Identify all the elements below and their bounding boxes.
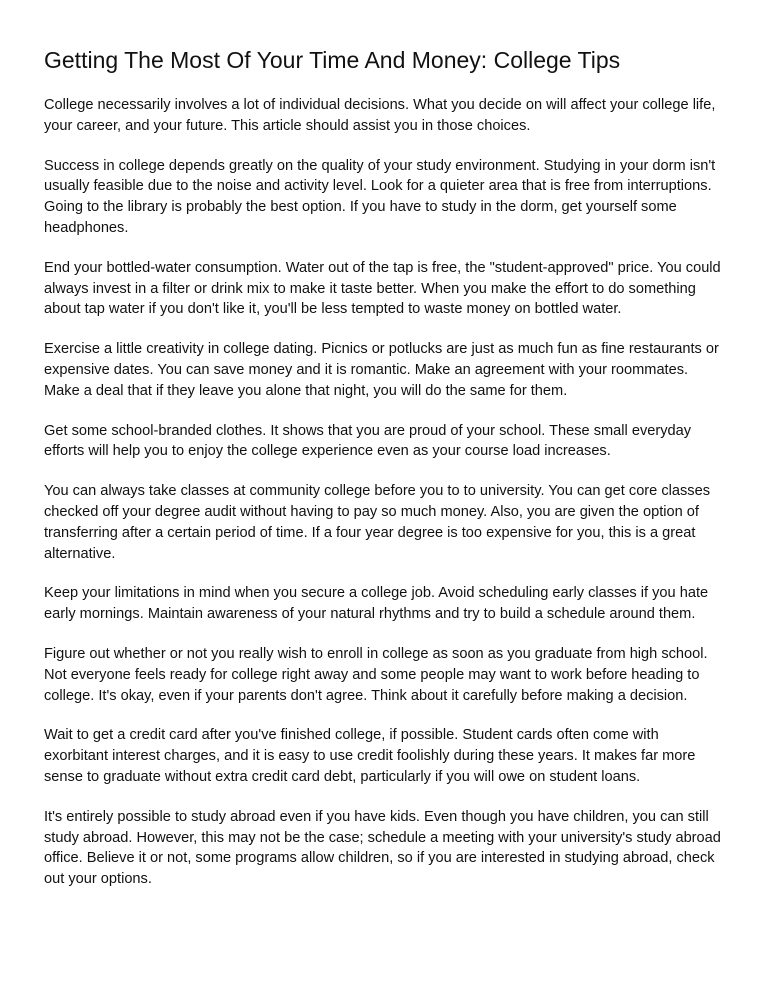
paragraph-credit-card: Wait to get a credit card after you've finished college, if possible. Student cards often come with exorbitant interest charges, and it is easy to use credit foolishly during these years. It makes far more sense to graduate without extra credit card debt, particularly if you will owe on student loans. (44, 727, 696, 785)
paragraph-study-abroad: It's entirely possible to study abroad even if you have kids. Even though you have children, you can still study abroad. However, this may not be the case; schedule a meeting with your university's study abroad office. Believe it or not, some programs allow children, so if you are interested in studying abroad, check out your options. (44, 808, 721, 888)
paragraph-college-dating: Exercise a little creativity in college dating. Picnics or potlucks are just as much fun as fine restaurants or expensive dates. You can save money and it is romantic. Make an agreement with your roommates. Make a deal that if they leave you alone that night, you will do the same for them. (44, 341, 719, 399)
paragraph-school-clothes: Get some school-branded clothes. It shows that you are proud of your school. These small everyday efforts will help you to enjoy the college experience even as your course load increases. (44, 422, 692, 460)
document-title: Getting The Most Of Your Time And Money: College Tips (44, 47, 621, 73)
paragraph-enroll-decision: Figure out whether or not you really wish to enroll in college as soon as you graduate from high school. Not everyone feels ready for college right away and some people may want to work before heading to college. It's okay, even if your parents don't agree. Think about it carefully before making a decision. (44, 645, 708, 704)
paragraph-bottled-water: End your bottled-water consumption. Water out of the tap is free, the "student-approved" price. You could always invest in a filter or drink mix to make it taste better. When you make the effort to do something about tap water if you don't like it, you'll be less tempted to waste money on bottled water. (44, 259, 721, 318)
paragraph-community-college: You can always take classes at community college before you to to university. You can get core classes checked off your degree audit without having to pay so much money. Also, you are given the option of transferring after a certain period of time. If a four year degree is too expensive for you, this is a great alternative. (44, 483, 711, 562)
paragraph-college-job: Keep your limitations in mind when you secure a college job. Avoid scheduling early classes if you hate early mornings. Maintain awareness of your natural rhythms and try to build a schedule around them. (44, 585, 709, 623)
paragraph-intro: College necessarily involves a lot of individual decisions. What you decide on will affect your college life, your career, and your future. This article should assist you in those choices. (44, 97, 716, 134)
paragraph-study-environment: Success in college depends greatly on the quality of your study environment. Studying in your dorm isn't usually feasible due to the noise and activity level. Look for a quieter area that is free from interruptions. Going to the library is probably the best option. If you have to study in the dorm, get yourself some headphones. (44, 157, 716, 236)
